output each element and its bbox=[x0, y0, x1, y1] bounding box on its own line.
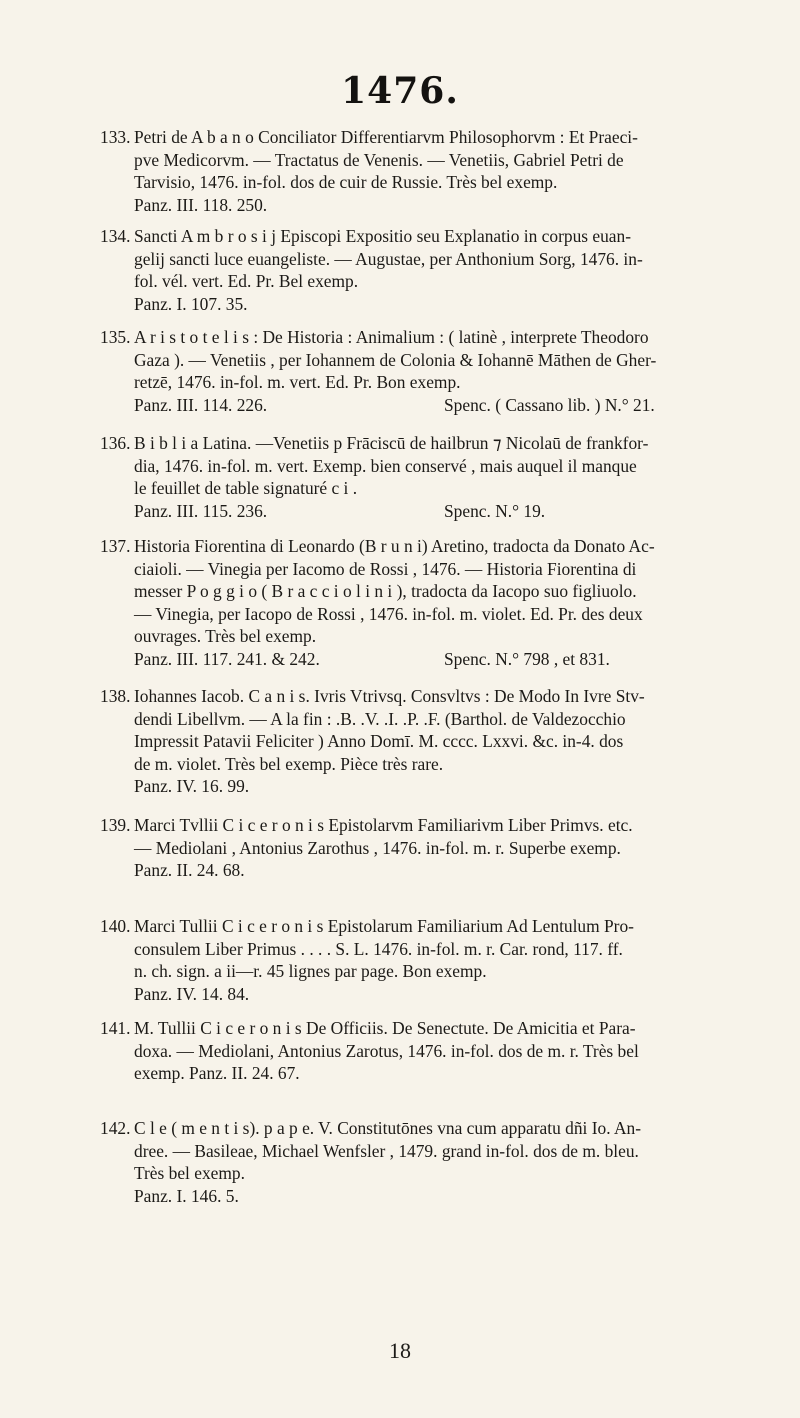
entry-line: Historia Fiorentina di Leonardo (B r u n i) Aretino, tradocta da Donato Ac- bbox=[134, 536, 655, 556]
catalogue-entry bbox=[0, 535, 800, 670]
entry-number: 138. bbox=[100, 686, 131, 706]
entry-number: 133. bbox=[100, 127, 131, 147]
panzer-reference: Panz. IV. 14. 84. bbox=[134, 983, 250, 1004]
entry-line: n. ch. sign. a ii—r. 45 lignes par page. Bon exemp. bbox=[134, 961, 487, 981]
entry-line: exemp. Panz. II. 24. 67. bbox=[134, 1063, 300, 1083]
entry-body bbox=[134, 1017, 724, 1085]
panzer-reference: Panz. I. 146. 5. bbox=[134, 1185, 239, 1206]
panzer-reference: Panz. I. 107. 35. bbox=[134, 293, 248, 314]
entry-number: 137. bbox=[100, 536, 131, 556]
entry-body bbox=[134, 432, 724, 522]
entry-line: Tarvisio, 1476. in-fol. dos de cuir de Russie. Très bel exemp. bbox=[134, 172, 558, 192]
entry-line: messer P o g g i o ( B r a c c i o l i n i ), tradocta da Iacopo suo figliuolo. bbox=[134, 581, 637, 601]
entry-line: pve Medicorvm. — Tractatus de Venenis. — Venetiis, Gabriel Petri de bbox=[134, 149, 624, 170]
entry-line: Petri de A b a n o Conciliator Differentiarvm Philosophorvm : Et Praeci- bbox=[134, 127, 638, 147]
entry-line: Gaza ). — Venetiis , per Iohannem de Colonia & Iohannē Māthen de Gher- bbox=[134, 349, 657, 370]
entry-body bbox=[134, 1117, 724, 1207]
panzer-reference: Panz. III. 114. 226. bbox=[134, 394, 268, 415]
entry-body bbox=[134, 685, 724, 798]
catalogue-entry bbox=[0, 814, 800, 882]
entry-line: de m. violet. Très bel exemp. Pièce très rare. bbox=[134, 753, 444, 774]
entry-line: dia, 1476. in-fol. m. vert. Exemp. bien conservé , mais auquel il manque bbox=[134, 455, 637, 476]
entry-references bbox=[134, 1185, 724, 1208]
entry-number: 134. bbox=[100, 226, 131, 246]
entry-body bbox=[134, 535, 724, 670]
catalogue-entry bbox=[0, 1117, 800, 1207]
entry-line: — Vinegia, per Iacopo de Rossi , 1476. in-fol. m. violet. Ed. Pr. des deux bbox=[134, 603, 643, 624]
entry-line: Très bel exemp. bbox=[134, 1163, 245, 1183]
entry-number: 136. bbox=[100, 433, 131, 453]
catalogue-entry bbox=[0, 225, 800, 315]
entry-line: C l e ( m e n t i s). p a p e. V. Constitutōnes vna cum apparatu dñi Io. An- bbox=[134, 1118, 641, 1138]
page-number: 18 bbox=[389, 1338, 411, 1363]
entry-number: 141. bbox=[100, 1018, 131, 1038]
panzer-reference: Panz. IV. 16. 99. bbox=[134, 776, 250, 796]
catalogue-entry bbox=[0, 126, 800, 216]
entry-line: ouvrages. Très bel exemp. bbox=[134, 626, 317, 646]
entry-line: A r i s t o t e l i s : De Historia : Animalium : ( latinè , interprete Theodoro bbox=[134, 327, 649, 347]
entry-references bbox=[134, 194, 724, 217]
entry-line: consulem Liber Primus . . . . S. L. 1476. in-fol. m. r. Car. rond, 117. ff. bbox=[134, 938, 623, 959]
entry-references bbox=[134, 293, 724, 316]
entry-references bbox=[134, 648, 724, 671]
entry-references bbox=[134, 859, 724, 882]
entry-line: Marci Tvllii C i c e r o n i s Epistolarvm Familiarivm Liber Primvs. etc. bbox=[134, 815, 633, 835]
entry-references bbox=[134, 983, 724, 1006]
entry-number: 139. bbox=[100, 815, 131, 835]
spencer-reference: Spenc. ( Cassano lib. ) N.° 21. bbox=[444, 394, 655, 415]
entry-line: dree. — Basileae, Michael Wenfsler , 1479. grand in-fol. dos de m. bleu. bbox=[134, 1140, 639, 1161]
page-year-heading: 1476. bbox=[341, 70, 459, 112]
entry-line: Iohannes Iacob. C a n i s. Ivris Vtrivsq. Consvltvs : De Modo In Ivre Stv- bbox=[134, 686, 645, 706]
panzer-reference: Panz. II. 24. 68. bbox=[134, 860, 245, 880]
entry-line: Sancti A m b r o s i j Episcopi Expositio seu Explanatio in corpus euan- bbox=[134, 226, 632, 246]
entry-number: 135. bbox=[100, 327, 131, 347]
catalogue-entry bbox=[0, 326, 800, 416]
entry-number: 140. bbox=[100, 916, 131, 936]
panzer-reference: Panz. III. 115. 236. bbox=[134, 500, 268, 521]
entry-line: le feuillet de table signaturé c i . bbox=[134, 478, 358, 498]
catalogue-entry bbox=[0, 915, 800, 1005]
catalogue-entry bbox=[0, 685, 800, 798]
catalogue-entry bbox=[0, 1017, 800, 1085]
catalogue-entry bbox=[0, 432, 800, 522]
entry-line: — Mediolani , Antonius Zarothus , 1476. in-fol. m. r. Superbe exemp. bbox=[134, 837, 621, 858]
entry-line: dendi Libellvm. — A la fin : .B. .V. .I. .P. .F. (Barthol. de Valdezocchio bbox=[134, 708, 626, 729]
entry-body bbox=[134, 814, 724, 882]
entry-number: 142. bbox=[100, 1118, 131, 1138]
entry-body bbox=[134, 915, 724, 1005]
panzer-reference: Panz. III. 117. 241. & 242. bbox=[134, 648, 320, 669]
spencer-reference: Spenc. N.° 798 , et 831. bbox=[444, 648, 610, 669]
entry-line: fol. vél. vert. Ed. Pr. Bel exemp. bbox=[134, 271, 359, 291]
entry-line: M. Tullii C i c e r o n i s De Officiis. De Senectute. De Amicitia et Para- bbox=[134, 1018, 636, 1038]
entry-line: gelij sancti luce euangeliste. — Augustae, per Anthonium Sorg, 1476. in- bbox=[134, 248, 643, 269]
entry-line: ciaioli. — Vinegia per Iacomo de Rossi , 1476. — Historia Fiorentina di bbox=[134, 558, 637, 579]
entry-body bbox=[134, 126, 724, 216]
entry-references bbox=[134, 500, 724, 523]
entry-line: doxa. — Mediolani, Antonius Zarotus, 1476. in-fol. dos de m. r. Très bel bbox=[134, 1040, 639, 1061]
panzer-reference: Panz. III. 118. 250. bbox=[134, 194, 268, 215]
entry-line: Marci Tullii C i c e r o n i s Epistolarum Familiarium Ad Lentulum Pro- bbox=[134, 916, 634, 936]
entry-references bbox=[134, 775, 724, 798]
spencer-reference: Spenc. N.° 19. bbox=[444, 500, 546, 521]
entry-line: retzē, 1476. in-fol. m. vert. Ed. Pr. Bon exemp. bbox=[134, 372, 461, 392]
entry-body bbox=[134, 225, 724, 315]
entry-line: Impressit Patavii Feliciter ) Anno Domī. M. cccc. Lxxvi. &c. in-4. dos bbox=[134, 731, 624, 751]
entry-line: B i b l i a Latina. —Venetiis p Frāciscū de hailbrun ⁊ Nicolaū de frankfor- bbox=[134, 433, 649, 453]
entry-body bbox=[134, 326, 724, 416]
entry-references bbox=[134, 394, 724, 417]
